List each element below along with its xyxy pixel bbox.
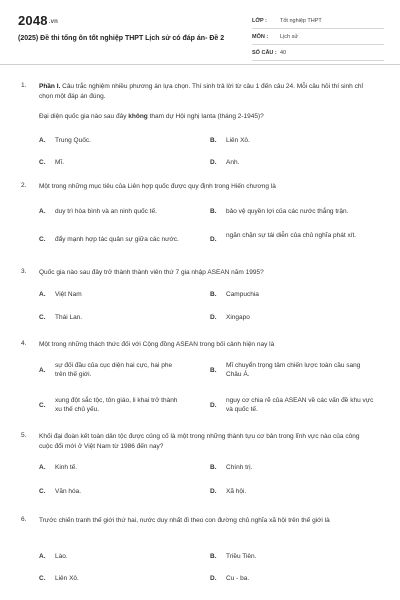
question-number: 4. (21, 340, 27, 347)
meta-value: Tốt nghiệp THPT (280, 17, 322, 24)
question-number: 2. (21, 182, 27, 189)
question-text: Đại diện quốc gia nào sau đây không tham dự Hội nghị Ianta (tháng 2-1945)? (39, 113, 264, 120)
question-text: Một trong những thách thức đối với Cộng đồng ASEAN trong bối cảnh hiện nay là (39, 341, 275, 348)
question-text: Trước chiến tranh thế giới thứ hai, nước duy nhất đi theo con đường chủ nghĩa xã hội trên thế giới là (39, 517, 330, 524)
meta-value: 40 (280, 49, 287, 56)
meta-key: MÔN : (252, 33, 269, 40)
question-text: Một trong những mục tiêu của Liên hợp quốc được quy định trong Hiến chương là (39, 183, 276, 190)
exam-page: 2048.vn (2025) Đề thi tổng ôn tốt nghiệp THPT Lịch sử có đáp án- Đề 2 LỚP : Tốt nghiệp THPT MÔN : Lịch sử SỐ CÂU : 40 1. Phần I. Câu trắc nghiệm nhiều phương án lựa chọn. Thí sinh trả lời từ câu 1 đến câu 24. Mỗi câu hỏi thí sinh chỉ chọn một đáp án đúng. Đại diện quốc gia nào sau đây không tham dự Hội nghị Ianta (tháng 2-1945)? A. Trung Quốc. B. Liên Xô. C. Mĩ. D. Anh. 2. Một trong những mục tiêu của Liên hợp quốc được quy định trong Hiến chương là A. duy trì hòa bình và an ninh quốc tế. B. bảo vệ quyền lợi của các nước thắng trận. C. đẩy mạnh hợp tác quân sự giữa các nước. D. ngăn chặn sự tái diễn của chủ nghĩa phát xít. 3. Quốc gia nào sau đây trở thành thành viên thứ 7 gia nhập ASEAN năm 1995? A. Việt Nam B. Campuchia C. Thái Lan. D. Xingapo 4. Một trong những thách thức đối với Cộng đồng ASEAN trong bối cảnh hiện nay là A. sự đối đầu của cục diện hai cực, hai phe trên thế giới. B. Mĩ chuyển trọng tâm chiến lược toàn cầu sang Châu Á. C. xung đột sắc tộc, tôn giáo, li khai trở thành xu thế chủ yếu. D. nguy cơ chia rẽ của ASEAN về các vấn đề khu vực và quốc tế. 5. Khối đại đoàn kết toàn dân tộc được củng cố là một trong những thành tựu cơ bản trong lĩnh vực nào của công cuộc đổi mới ở Việt Nam từ 1986 đến nay? A. Kinh tế. B. Chính trị. C. Văn hóa. D. Xã hội. 6. Trước chiến tranh thế giới thứ hai, nước duy nhất đi theo con đường chủ nghĩa xã hội trên thế giới là A. Lào. B. Triều Tiên. C. Liên Xô. D. Cu - ba. (0, 0, 400, 600)
exam-title: (2025) Đề thi tổng ôn tốt nghiệp THPT Lịch sử có đáp án- Đề 2 (18, 35, 225, 42)
site-logo[interactable]: 2048.vn (18, 13, 59, 28)
meta-key: LỚP : (252, 17, 267, 24)
exam-header (0, 0, 400, 62)
exam-meta (252, 13, 384, 61)
question-number: 3. (21, 268, 27, 275)
meta-row-class (252, 13, 384, 29)
question-text: Quốc gia nào sau đây trở thành thành viên thứ 7 gia nhập ASEAN năm 1995? (39, 269, 264, 276)
meta-row-count (252, 45, 384, 61)
question-number: 1. (21, 82, 27, 89)
question-number: 6. (21, 516, 27, 523)
part-intro: Phần I. Câu trắc nghiệm nhiều phương án lựa chọn. Thí sinh trả lời từ câu 1 đến câu 24. Mỗi câu hỏi thí sinh chỉ chọn một đáp án đúng. (39, 83, 363, 100)
question-number: 5. (21, 432, 27, 439)
meta-row-subject (252, 29, 384, 45)
header-divider (0, 64, 400, 65)
meta-value: Lịch sử (280, 33, 299, 40)
meta-key: SỐ CÂU : (252, 49, 277, 56)
question-text: Khối đại đoàn kết toàn dân tộc được củng cố là một trong những thành tựu cơ bản trong lĩnh vực nào của công cuộc đổi mới ở Việt Nam từ 1986 đến nay? (39, 433, 360, 450)
